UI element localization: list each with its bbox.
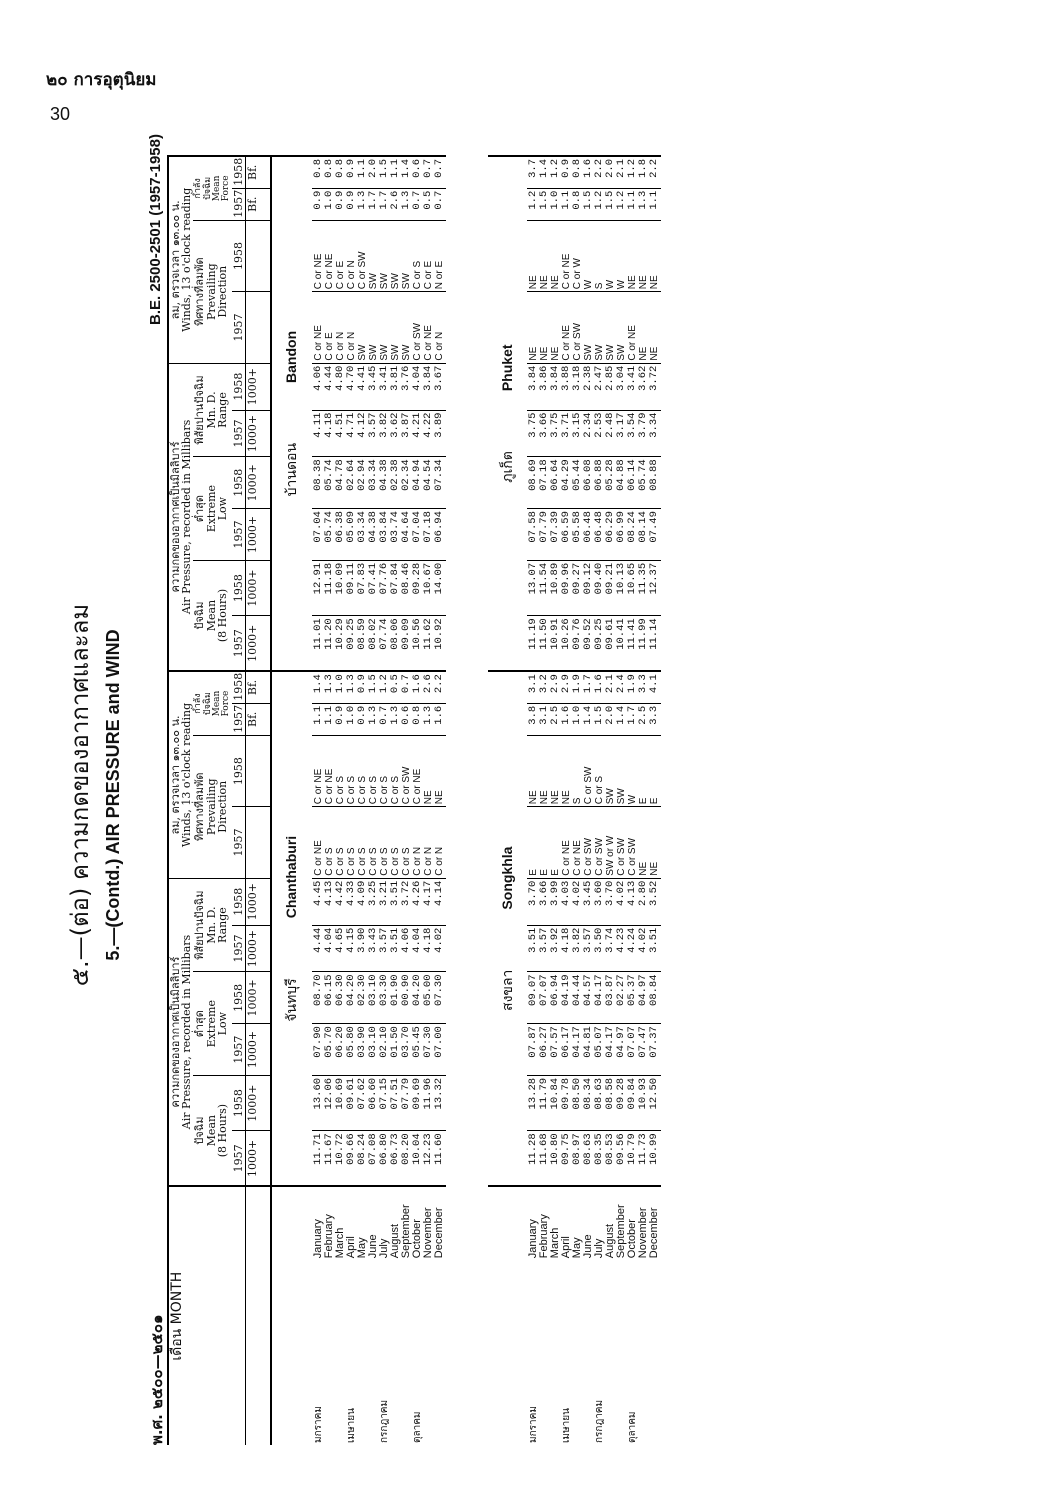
- title-english: 5.—(Contd.) AIR PRESSURE and WIND: [103, 629, 123, 961]
- unit-beaufort: Bf.: [246, 156, 272, 188]
- rotated-table-page: [66, 134, 1040, 1445]
- month-list: January February March April May June July August September October November December: [526, 1204, 660, 1259]
- unit-millibar: 1000+: [246, 410, 272, 457]
- table-title: [60, 565, 124, 1025]
- data-column-dir58: C or NE C or NE C or S C or S C or S C or S C or S C or S C or SW C or NE NE NE: [312, 735, 446, 806]
- station-name-row: [271, 156, 311, 1445]
- data-column-dir57: C or NE C or S C or S C or S C or S C or S C or S C or S C or S C or N C or N C or N: [312, 807, 446, 878]
- station-name-en: Songkhla: [498, 846, 515, 910]
- data-column-rng57: 4.44 4.04 4.65 4.15 3.90 3.43 3.57 3.51 4.06 4.04 4.18 4.02: [312, 925, 446, 972]
- data-column-dir57: E E E C or NE C or NE C or SW C or SW SW or W C or SW C or SW NE NE: [527, 807, 661, 878]
- thai-year-range: พ.ศ. ๒๕๐๐—๒๕๐๑: [148, 1314, 166, 1445]
- season-labels: มกราคม เมษายน กรกฎาคม ตุลาคม: [312, 1399, 423, 1443]
- unit-millibar: 1000+: [246, 363, 272, 410]
- unit-millibar: 1000+: [246, 925, 272, 972]
- station-spacer: [271, 1186, 311, 1445]
- year-label: 1957: [232, 1131, 246, 1186]
- pressure-header-en: Air Pressure, recorded in Millibars: [180, 934, 194, 1130]
- data-column-low58: 08.69 07.18 06.64 04.29 05.44 06.08 06.88 05.28 04.88 06.14 05.74 08.88: [527, 457, 661, 509]
- station-data-row: [312, 156, 446, 1445]
- year-label: 1958: [232, 1075, 246, 1130]
- data-column-mean58: 13.60 12.06 10.69 09.61 07.62 06.60 07.15 07.51 07.79 09.69 11.96 13.32: [312, 1075, 446, 1130]
- year-label: 1958: [232, 878, 246, 925]
- unit-millibar: 1000+: [246, 457, 272, 509]
- year-label: 1958: [232, 363, 246, 410]
- section-gap-cell: [446, 156, 488, 1445]
- wind-header-en: Winds, 13 o'clock reading: [180, 702, 194, 848]
- year-label: 1957: [232, 703, 246, 735]
- station-data-row: [527, 156, 661, 1445]
- data-column-bf57: 1.1 1.1 0.9 1.0 0.9 1.3 0.7 1.3 0.6 0.8 1.3 1.6: [312, 703, 446, 735]
- station-name-thai: ภูเก็ต: [499, 451, 516, 483]
- force-header: กำลัง ปัจฉิม Mean Force: [193, 671, 232, 735]
- year-label: 1957: [232, 1024, 246, 1076]
- year-label: 1957: [232, 509, 246, 561]
- data-column-rng57: 3.51 3.57 3.92 4.18 3.82 3.57 3.50 3.74 4.23 4.24 4.02 3.51: [527, 925, 661, 972]
- unit-millibar: 1000+: [246, 1131, 272, 1186]
- unit-beaufort: Bf.: [246, 188, 272, 220]
- direction-header: ทิศทางที่ลมพัด Prevailing Direction: [193, 735, 232, 878]
- pressure-header-thai: ความกดของอากาศเป็นมิลลิบาร์: [169, 956, 182, 1108]
- data-column-bf58: 3.1 3.2 2.9 2.9 1.9 1.7 1.6 2.1 2.4 1.9 3.3 4.1: [527, 671, 661, 703]
- year-label: 1957: [232, 410, 246, 457]
- station-name-thai: บ้านดอน: [284, 442, 301, 497]
- force-header: กำลัง ปัจฉิม Mean Force: [193, 156, 232, 220]
- data-column-dir57: NE NE NE C or NE C or SW SW SW SW SW C or NE NE NE: [527, 292, 661, 363]
- unit-millibar: 1000+: [246, 616, 272, 671]
- unit-blank: [246, 807, 272, 878]
- year-label: 1958: [232, 560, 246, 615]
- data-column-rng58: 4.45 4.13 4.42 4.33 4.09 3.25 3.21 3.51 3.72 4.26 4.17 4.14: [312, 878, 446, 925]
- data-column-mean57: 11.01 11.20 10.29 09.25 08.59 08.02 07.74 08.06 09.09 10.56 11.62 10.92: [312, 616, 446, 671]
- unit-millibar: 1000+: [246, 878, 272, 925]
- station-name-row: [488, 156, 527, 1445]
- range-header: พิสัยปานปัจฉิม Mn. D. Range: [193, 878, 232, 972]
- unit-millibar: 1000+: [246, 1075, 272, 1130]
- data-column-mean58: 12.91 11.18 10.09 09.11 07.83 07.41 07.76 07.84 08.46 09.28 10.67 14.00: [312, 560, 446, 615]
- data-column-bf57: 3.8 3.1 2.5 1.6 1.0 1.4 1.5 2.0 1.4 1.7 2.5 3.3: [527, 703, 661, 735]
- wind-header-en: Winds, 13 o'clock reading: [180, 187, 194, 332]
- data-column-bf58: 3.7 1.4 1.2 0.9 0.8 1.6 2.2 2.0 2.1 1.2 1.8 2.2: [527, 156, 661, 188]
- data-column-dir58: NE NE NE NE S C or SW C or S SW SW W E E: [527, 735, 661, 806]
- data-column-mean57: 11.28 11.68 10.80 09.75 08.97 08.63 08.35 08.53 09.56 10.79 11.73 10.99: [527, 1131, 661, 1186]
- data-column-mean58: 13.07 11.54 10.89 09.96 09.27 09.12 09.40 09.21 10.13 10.65 11.35 12.37: [527, 560, 661, 615]
- running-header: ๒๐ การอุตุนิยม: [46, 70, 157, 90]
- year-label: 1957: [232, 616, 246, 671]
- data-column-dir58: NE NE NE C or NE C or W W S W W NE NE NE: [527, 220, 661, 291]
- extreme-header: ต่ำสุด Extreme Low: [193, 972, 232, 1075]
- wind-header-thai: ลม, ตรวจเวลา ๑๓.๐๐ น.: [169, 200, 182, 320]
- section-gap: [446, 156, 488, 1445]
- month-list: January February March April May June July August September October November December: [311, 1204, 445, 1259]
- data-column-low58: 08.70 06.15 06.30 04.20 02.30 03.10 03.30 01.90 00.90 04.20 05.00 07.30: [312, 972, 446, 1024]
- pressure-wind-table: [167, 155, 661, 1445]
- data-column-dir58: C or NE C or NE C or E C or N C or SW SW SW SW SW C or S C or E N or E: [312, 220, 446, 291]
- data-column-low57: 07.87 06.27 07.57 06.17 04.17 04.81 05.07 04.17 04.97 07.07 07.47 07.37: [527, 1024, 661, 1076]
- pressure-header-2: [168, 363, 193, 671]
- direction-header: ทิศทางที่ลมพัด Prevailing Direction: [193, 220, 232, 363]
- unit-blank: [246, 220, 272, 291]
- data-column-rng58: 3.84 3.86 3.84 3.88 3.18 2.38 2.47 2.85 3.04 3.41 3.62 3.72: [527, 363, 661, 410]
- wind-header-thai: ลม, ตรวจเวลา ๑๓.๐๐ น.: [169, 715, 182, 835]
- unit-millibar: 1000+: [246, 509, 272, 561]
- be-year-range: B.E. 2500-2501 (1957-1958): [147, 134, 164, 325]
- year-label: 1958: [232, 457, 246, 509]
- data-column-low57: 07.58 07.79 07.39 06.59 05.58 06.48 06.48 06.29 06.99 08.24 08.14 07.49: [527, 509, 661, 561]
- station-name: [488, 671, 527, 1186]
- station-name-en: Bandon: [283, 330, 300, 383]
- pressure-header-1: [168, 878, 193, 1186]
- data-column-rng58: 3.70 3.66 3.99 4.03 4.02 3.45 3.60 3.70 4.02 4.13 2.80 3.52: [527, 878, 661, 925]
- data-column-bf58: 1.4 1.3 1.0 1.3 0.9 1.5 1.2 0.5 0.7 1.6 2.6 2.2: [312, 671, 446, 703]
- year-label: 1958: [232, 156, 246, 188]
- data-column-rng57: 4.11 4.18 4.51 4.71 4.12 3.57 3.82 3.62 3.87 4.21 4.22 3.89: [312, 410, 446, 457]
- data-column-bf57: 1.2 1.5 1.0 1.1 0.8 1.5 1.2 1.5 1.2 1.1 1.3 1.1: [527, 188, 661, 220]
- wind-header-1: [168, 671, 193, 878]
- data-column-low57: 07.04 05.74 06.38 05.09 03.34 04.38 03.84 03.74 04.64 07.04 07.18 06.94: [312, 509, 446, 561]
- unit-spacer: [246, 1186, 272, 1445]
- station-name-en: Chanthaburi: [283, 835, 300, 919]
- unit-beaufort: Bf.: [246, 671, 272, 703]
- data-column-low58: 09.07 07.07 06.94 04.19 04.44 04.57 04.17 03.87 02.27 05.37 04.97 08.84: [527, 972, 661, 1024]
- year-label: 1957: [232, 925, 246, 972]
- unit-beaufort: Bf.: [246, 703, 272, 735]
- station-name: [271, 671, 311, 1186]
- station-name: [271, 156, 311, 671]
- station-spacer: [488, 1186, 527, 1445]
- pressure-header-en: Air Pressure, recorded in Millibars: [180, 419, 194, 615]
- station-name-thai: สงขลา: [499, 969, 516, 1011]
- data-column-low58: 08.38 05.74 04.78 02.64 02.94 03.34 04.38 02.38 02.34 04.94 04.54 07.34: [312, 457, 446, 509]
- year-label: 1957: [232, 292, 246, 363]
- year-label: 1958: [232, 735, 246, 806]
- data-column-rng57: 3.75 3.66 3.75 3.71 3.15 2.34 2.53 2.48 3.17 3.54 3.79 3.34: [527, 410, 661, 457]
- title-thai: ๕.—(ต่อ) ความกดของอากาศและลม: [66, 603, 94, 987]
- unit-row: [246, 156, 272, 1445]
- wind-header-2: [168, 156, 193, 363]
- unit-millibar: 1000+: [246, 1024, 272, 1076]
- pressure-header-thai: ความกดของอากาศเป็นมิลลิบาร์: [169, 441, 182, 593]
- year-label: 1957: [232, 188, 246, 220]
- data-column-rng58: 4.06 4.44 4.80 4.70 4.41 3.45 3.41 3.81 3.76 4.04 3.84 3.67: [312, 363, 446, 410]
- season-labels: มกราคม เมษายน กรกฎาคม ตุลาคม: [527, 1399, 638, 1443]
- data-column-bf57: 0.9 1.0 0.9 0.9 1.3 1.7 1.7 2.6 1.3 0.7 0.5 0.7: [312, 188, 446, 220]
- mean-header: ปัจฉิม Mean (8 Hours): [193, 560, 232, 671]
- page-number: 30: [50, 104, 71, 124]
- mean-header: ปัจฉิม Mean (8 Hours): [193, 1075, 232, 1186]
- station-name-thai: จันทบุรี: [284, 978, 301, 1022]
- data-column-mean58: 13.28 11.79 10.84 09.78 08.50 08.34 08.63 08.58 09.28 09.84 10.93 12.50: [527, 1075, 661, 1130]
- year-label: 1957: [232, 807, 246, 878]
- month-header: เดือน MONTH: [168, 1186, 246, 1445]
- year-label: 1958: [232, 220, 246, 291]
- unit-blank: [246, 735, 272, 806]
- data-column-mean57: 11.19 11.50 10.91 10.26 09.76 09.52 09.25 09.61 10.41 11.41 11.99 11.14: [527, 616, 661, 671]
- station-name: [488, 156, 527, 671]
- unit-millibar: 1000+: [246, 972, 272, 1024]
- data-column-dir57: C or NE C or E C or N C or N SW SW SW SW SW C or SW C or NE C or N: [312, 292, 446, 363]
- data-column-bf58: 0.8 0.8 0.8 0.9 1.1 2.0 1.5 1.1 1.4 0.6 0.7 0.7: [312, 156, 446, 188]
- unit-millibar: 1000+: [246, 560, 272, 615]
- range-header: พิสัยปานปัจฉิม Mn. D. Range: [193, 363, 232, 457]
- year-label: 1958: [232, 972, 246, 1024]
- unit-blank: [246, 292, 272, 363]
- data-column-low57: 07.90 05.70 06.20 05.80 03.90 03.10 02.10 01.50 03.70 05.45 07.30 07.00: [312, 1024, 446, 1076]
- data-column-mean57: 11.71 11.67 10.72 09.66 08.24 07.08 06.80 06.73 08.20 10.04 12.23 11.60: [312, 1131, 446, 1186]
- year-label: 1958: [232, 671, 246, 703]
- extreme-header: ต่ำสุด Extreme Low: [193, 457, 232, 560]
- station-name-en: Phuket: [498, 344, 515, 392]
